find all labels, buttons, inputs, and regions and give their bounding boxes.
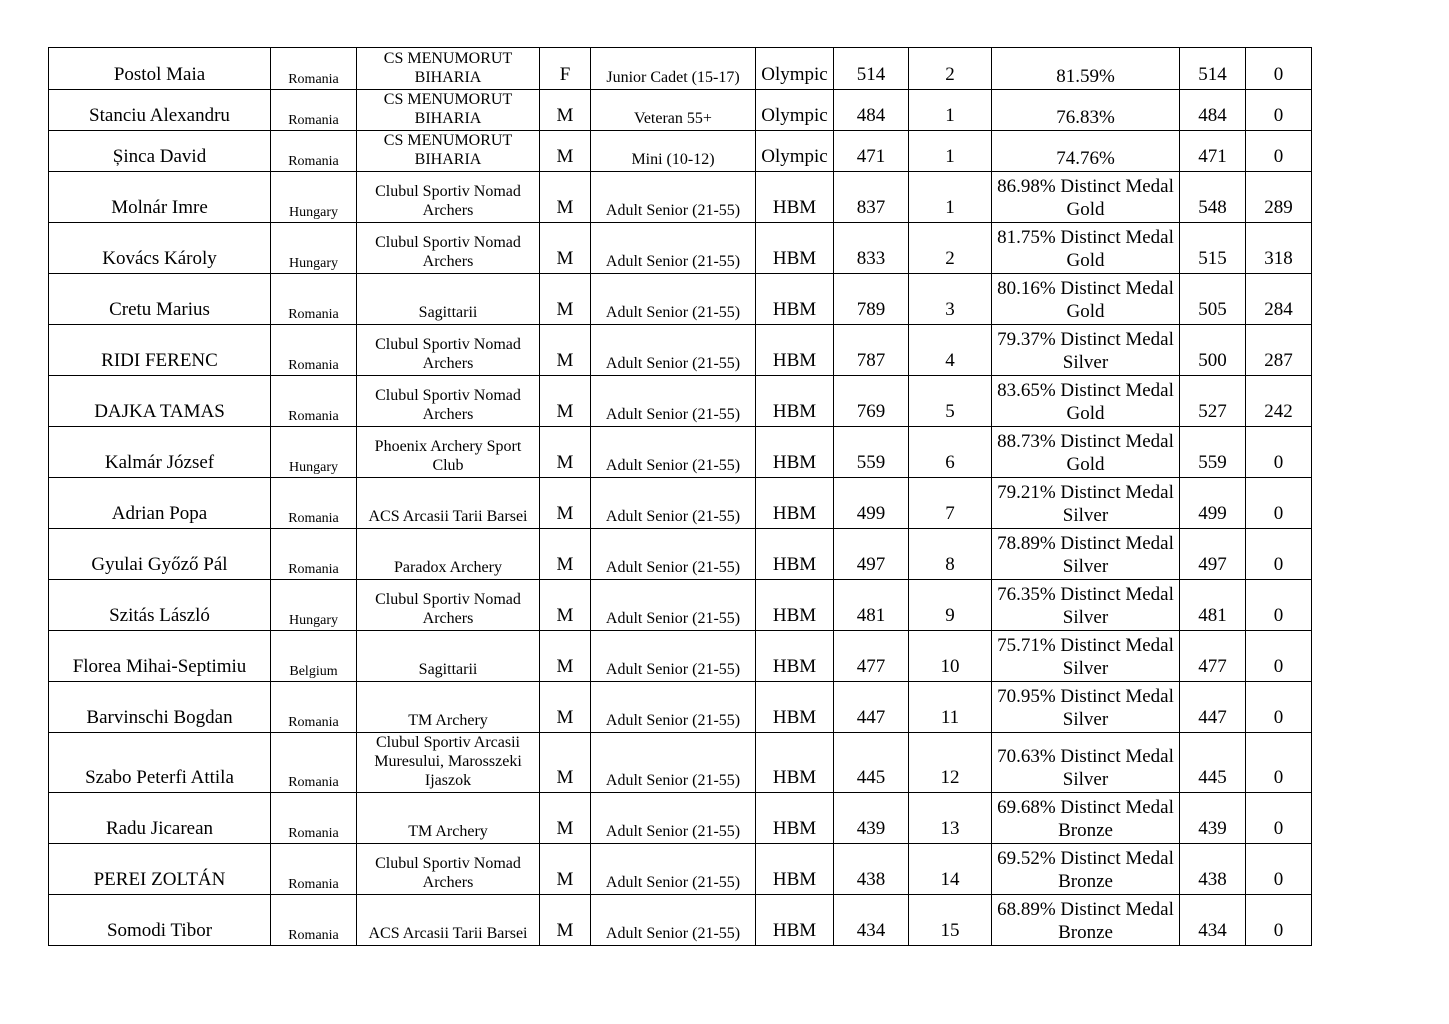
- total-score-cell: 837: [834, 172, 909, 223]
- club-name-cell: Sagittarii: [357, 274, 540, 325]
- rank-cell: 4: [909, 325, 992, 376]
- athlete-name-cell: Szabo Peterfi Attila: [49, 733, 271, 793]
- rank-cell: 3: [909, 274, 992, 325]
- age-category-cell: Adult Senior (21-55): [591, 580, 756, 631]
- age-category-cell: Adult Senior (21-55): [591, 325, 756, 376]
- age-category-cell: Adult Senior (21-55): [591, 844, 756, 895]
- round-1-score-cell: 505: [1180, 274, 1246, 325]
- athlete-name-cell: Kovács Károly: [49, 223, 271, 274]
- table-row: [49, 223, 1312, 274]
- age-category-cell: Adult Senior (21-55): [591, 631, 756, 682]
- table-row: [49, 733, 1312, 793]
- age-category-cell: Adult Senior (21-55): [591, 733, 756, 793]
- round-1-score-cell: 484: [1180, 90, 1246, 131]
- club-name-cell: ACS Arcasii Tarii Barsei: [357, 895, 540, 946]
- round-2-score-cell: 0: [1246, 682, 1312, 733]
- round-2-score-cell: 0: [1246, 631, 1312, 682]
- table-row: [49, 580, 1312, 631]
- sex-cell: M: [540, 274, 591, 325]
- sex-cell: M: [540, 844, 591, 895]
- rank-cell: 11: [909, 682, 992, 733]
- round-2-score-cell: 0: [1246, 131, 1312, 172]
- age-category-cell: Adult Senior (21-55): [591, 427, 756, 478]
- percentage-medal-cell: 79.37% Distinct Medal Silver: [992, 325, 1180, 376]
- club-name-cell: TM Archery: [357, 793, 540, 844]
- total-score-cell: 789: [834, 274, 909, 325]
- sex-cell: M: [540, 682, 591, 733]
- rank-cell: 1: [909, 131, 992, 172]
- table-row: [49, 793, 1312, 844]
- round-2-score-cell: 289: [1246, 172, 1312, 223]
- total-score-cell: 559: [834, 427, 909, 478]
- round-1-score-cell: 559: [1180, 427, 1246, 478]
- percentage-medal-cell: 76.83%: [992, 90, 1180, 131]
- bow-division-cell: Olympic: [756, 131, 834, 172]
- round-1-score-cell: 514: [1180, 48, 1246, 90]
- rank-cell: 12: [909, 733, 992, 793]
- round-2-score-cell: 242: [1246, 376, 1312, 427]
- athlete-name-cell: Radu Jicarean: [49, 793, 271, 844]
- club-name-cell: Clubul Sportiv Nomad Archers: [357, 844, 540, 895]
- athlete-name-cell: Adrian Popa: [49, 478, 271, 529]
- rank-cell: 9: [909, 580, 992, 631]
- bow-division-cell: Olympic: [756, 90, 834, 131]
- table-row: [49, 529, 1312, 580]
- country-cell: Romania: [271, 325, 357, 376]
- total-score-cell: 438: [834, 844, 909, 895]
- age-category-cell: Adult Senior (21-55): [591, 172, 756, 223]
- total-score-cell: 439: [834, 793, 909, 844]
- sex-cell: M: [540, 793, 591, 844]
- athlete-name-cell: Florea Mihai-Septimiu: [49, 631, 271, 682]
- athlete-name-cell: Barvinschi Bogdan: [49, 682, 271, 733]
- table-row: [49, 682, 1312, 733]
- percentage-medal-cell: 75.71% Distinct Medal Silver: [992, 631, 1180, 682]
- sex-cell: M: [540, 427, 591, 478]
- round-1-score-cell: 471: [1180, 131, 1246, 172]
- age-category-cell: Mini (10-12): [591, 131, 756, 172]
- country-cell: Romania: [271, 793, 357, 844]
- round-1-score-cell: 527: [1180, 376, 1246, 427]
- bow-division-cell: HBM: [756, 478, 834, 529]
- sex-cell: F: [540, 48, 591, 90]
- percentage-medal-cell: 69.52% Distinct Medal Bronze: [992, 844, 1180, 895]
- round-2-score-cell: 0: [1246, 733, 1312, 793]
- bow-division-cell: HBM: [756, 580, 834, 631]
- rank-cell: 1: [909, 90, 992, 131]
- athlete-name-cell: Kalmár József: [49, 427, 271, 478]
- country-cell: Romania: [271, 274, 357, 325]
- sex-cell: M: [540, 478, 591, 529]
- country-cell: Romania: [271, 733, 357, 793]
- round-2-score-cell: 284: [1246, 274, 1312, 325]
- athlete-name-cell: Somodi Tibor: [49, 895, 271, 946]
- round-1-score-cell: 447: [1180, 682, 1246, 733]
- percentage-medal-cell: 79.21% Distinct Medal Silver: [992, 478, 1180, 529]
- age-category-cell: Adult Senior (21-55): [591, 682, 756, 733]
- round-2-score-cell: 0: [1246, 793, 1312, 844]
- round-1-score-cell: 438: [1180, 844, 1246, 895]
- rank-cell: 2: [909, 48, 992, 90]
- rank-cell: 2: [909, 223, 992, 274]
- sex-cell: M: [540, 172, 591, 223]
- table-row: [49, 325, 1312, 376]
- rank-cell: 1: [909, 172, 992, 223]
- age-category-cell: Adult Senior (21-55): [591, 223, 756, 274]
- table-row: [49, 376, 1312, 427]
- round-1-score-cell: 500: [1180, 325, 1246, 376]
- country-cell: Belgium: [271, 631, 357, 682]
- age-category-cell: Adult Senior (21-55): [591, 793, 756, 844]
- total-score-cell: 833: [834, 223, 909, 274]
- percentage-medal-cell: 81.75% Distinct Medal Gold: [992, 223, 1180, 274]
- athlete-name-cell: Stanciu Alexandru: [49, 90, 271, 131]
- sex-cell: M: [540, 529, 591, 580]
- club-name-cell: CS MENUMORUT BIHARIA: [357, 131, 540, 172]
- club-name-cell: Clubul Sportiv Nomad Archers: [357, 325, 540, 376]
- bow-division-cell: HBM: [756, 682, 834, 733]
- country-cell: Hungary: [271, 223, 357, 274]
- table-row: [49, 172, 1312, 223]
- total-score-cell: 477: [834, 631, 909, 682]
- athlete-name-cell: DAJKA TAMAS: [49, 376, 271, 427]
- athlete-name-cell: Șinca David: [49, 131, 271, 172]
- round-2-score-cell: 318: [1246, 223, 1312, 274]
- total-score-cell: 481: [834, 580, 909, 631]
- rank-cell: 6: [909, 427, 992, 478]
- table-row: [49, 90, 1312, 131]
- total-score-cell: 497: [834, 529, 909, 580]
- bow-division-cell: HBM: [756, 325, 834, 376]
- athlete-name-cell: Molnár Imre: [49, 172, 271, 223]
- round-2-score-cell: 0: [1246, 427, 1312, 478]
- club-name-cell: Clubul Sportiv Nomad Archers: [357, 223, 540, 274]
- club-name-cell: Sagittarii: [357, 631, 540, 682]
- club-name-cell: Phoenix Archery Sport Club: [357, 427, 540, 478]
- percentage-medal-cell: 76.35% Distinct Medal Silver: [992, 580, 1180, 631]
- bow-division-cell: Olympic: [756, 48, 834, 90]
- round-2-score-cell: 0: [1246, 844, 1312, 895]
- bow-division-cell: HBM: [756, 733, 834, 793]
- round-2-score-cell: 0: [1246, 580, 1312, 631]
- table-row: [49, 131, 1312, 172]
- club-name-cell: Clubul Sportiv Nomad Archers: [357, 376, 540, 427]
- total-score-cell: 514: [834, 48, 909, 90]
- club-name-cell: TM Archery: [357, 682, 540, 733]
- bow-division-cell: HBM: [756, 427, 834, 478]
- round-2-score-cell: 0: [1246, 90, 1312, 131]
- club-name-cell: Paradox Archery: [357, 529, 540, 580]
- club-name-cell: Clubul Sportiv Nomad Archers: [357, 172, 540, 223]
- percentage-medal-cell: 70.63% Distinct Medal Silver: [992, 733, 1180, 793]
- club-name-cell: CS MENUMORUT BIHARIA: [357, 90, 540, 131]
- rank-cell: 13: [909, 793, 992, 844]
- table-row: [49, 427, 1312, 478]
- table-row: [49, 895, 1312, 946]
- age-category-cell: Adult Senior (21-55): [591, 529, 756, 580]
- percentage-medal-cell: 78.89% Distinct Medal Silver: [992, 529, 1180, 580]
- total-score-cell: 471: [834, 131, 909, 172]
- age-category-cell: Veteran 55+: [591, 90, 756, 131]
- rank-cell: 5: [909, 376, 992, 427]
- rank-cell: 10: [909, 631, 992, 682]
- bow-division-cell: HBM: [756, 223, 834, 274]
- sex-cell: M: [540, 733, 591, 793]
- table-row: [49, 844, 1312, 895]
- total-score-cell: 787: [834, 325, 909, 376]
- total-score-cell: 484: [834, 90, 909, 131]
- country-cell: Romania: [271, 131, 357, 172]
- athlete-name-cell: RIDI FERENC: [49, 325, 271, 376]
- country-cell: Hungary: [271, 427, 357, 478]
- rank-cell: 15: [909, 895, 992, 946]
- total-score-cell: 769: [834, 376, 909, 427]
- percentage-medal-cell: 70.95% Distinct Medal Silver: [992, 682, 1180, 733]
- rank-cell: 7: [909, 478, 992, 529]
- table-row: [49, 478, 1312, 529]
- club-name-cell: Clubul Sportiv Nomad Archers: [357, 580, 540, 631]
- percentage-medal-cell: 88.73% Distinct Medal Gold: [992, 427, 1180, 478]
- country-cell: Hungary: [271, 172, 357, 223]
- round-2-score-cell: 0: [1246, 895, 1312, 946]
- age-category-cell: Adult Senior (21-55): [591, 478, 756, 529]
- round-2-score-cell: 0: [1246, 478, 1312, 529]
- percentage-medal-cell: 68.89% Distinct Medal Bronze: [992, 895, 1180, 946]
- country-cell: Romania: [271, 844, 357, 895]
- round-1-score-cell: 445: [1180, 733, 1246, 793]
- round-1-score-cell: 548: [1180, 172, 1246, 223]
- sex-cell: M: [540, 131, 591, 172]
- percentage-medal-cell: 86.98% Distinct Medal Gold: [992, 172, 1180, 223]
- bow-division-cell: HBM: [756, 529, 834, 580]
- total-score-cell: 447: [834, 682, 909, 733]
- bow-division-cell: HBM: [756, 895, 834, 946]
- rank-cell: 8: [909, 529, 992, 580]
- sex-cell: M: [540, 376, 591, 427]
- athlete-name-cell: PEREI ZOLTÁN: [49, 844, 271, 895]
- percentage-medal-cell: 74.76%: [992, 131, 1180, 172]
- bow-division-cell: HBM: [756, 793, 834, 844]
- sex-cell: M: [540, 895, 591, 946]
- round-1-score-cell: 497: [1180, 529, 1246, 580]
- country-cell: Romania: [271, 48, 357, 90]
- athlete-name-cell: Gyulai Győző Pál: [49, 529, 271, 580]
- round-1-score-cell: 439: [1180, 793, 1246, 844]
- rank-cell: 14: [909, 844, 992, 895]
- percentage-medal-cell: 69.68% Distinct Medal Bronze: [992, 793, 1180, 844]
- country-cell: Romania: [271, 376, 357, 427]
- bow-division-cell: HBM: [756, 376, 834, 427]
- age-category-cell: Adult Senior (21-55): [591, 895, 756, 946]
- country-cell: Romania: [271, 529, 357, 580]
- round-1-score-cell: 481: [1180, 580, 1246, 631]
- club-name-cell: CS MENUMORUT BIHARIA: [357, 48, 540, 90]
- age-category-cell: Adult Senior (21-55): [591, 376, 756, 427]
- round-2-score-cell: 0: [1246, 48, 1312, 90]
- table-row: [49, 48, 1312, 90]
- round-2-score-cell: 287: [1246, 325, 1312, 376]
- round-2-score-cell: 0: [1246, 529, 1312, 580]
- age-category-cell: Adult Senior (21-55): [591, 274, 756, 325]
- club-name-cell: Clubul Sportiv Arcasii Muresului, Marosszeki Ijaszok: [357, 733, 540, 793]
- sex-cell: M: [540, 223, 591, 274]
- athlete-name-cell: Cretu Marius: [49, 274, 271, 325]
- total-score-cell: 499: [834, 478, 909, 529]
- country-cell: Romania: [271, 682, 357, 733]
- country-cell: Romania: [271, 895, 357, 946]
- percentage-medal-cell: 81.59%: [992, 48, 1180, 90]
- table-row: [49, 274, 1312, 325]
- bow-division-cell: HBM: [756, 631, 834, 682]
- sex-cell: M: [540, 631, 591, 682]
- bow-division-cell: HBM: [756, 274, 834, 325]
- athlete-name-cell: Szitás László: [49, 580, 271, 631]
- total-score-cell: 445: [834, 733, 909, 793]
- country-cell: Romania: [271, 90, 357, 131]
- bow-division-cell: HBM: [756, 172, 834, 223]
- total-score-cell: 434: [834, 895, 909, 946]
- table-row: [49, 631, 1312, 682]
- bow-division-cell: HBM: [756, 844, 834, 895]
- percentage-medal-cell: 80.16% Distinct Medal Gold: [992, 274, 1180, 325]
- country-cell: Romania: [271, 478, 357, 529]
- results-table: [48, 47, 1312, 946]
- club-name-cell: ACS Arcasii Tarii Barsei: [357, 478, 540, 529]
- percentage-medal-cell: 83.65% Distinct Medal Gold: [992, 376, 1180, 427]
- round-1-score-cell: 434: [1180, 895, 1246, 946]
- sex-cell: M: [540, 325, 591, 376]
- round-1-score-cell: 477: [1180, 631, 1246, 682]
- athlete-name-cell: Postol Maia: [49, 48, 271, 90]
- round-1-score-cell: 515: [1180, 223, 1246, 274]
- sex-cell: M: [540, 90, 591, 131]
- sex-cell: M: [540, 580, 591, 631]
- country-cell: Hungary: [271, 580, 357, 631]
- age-category-cell: Junior Cadet (15-17): [591, 48, 756, 90]
- round-1-score-cell: 499: [1180, 478, 1246, 529]
